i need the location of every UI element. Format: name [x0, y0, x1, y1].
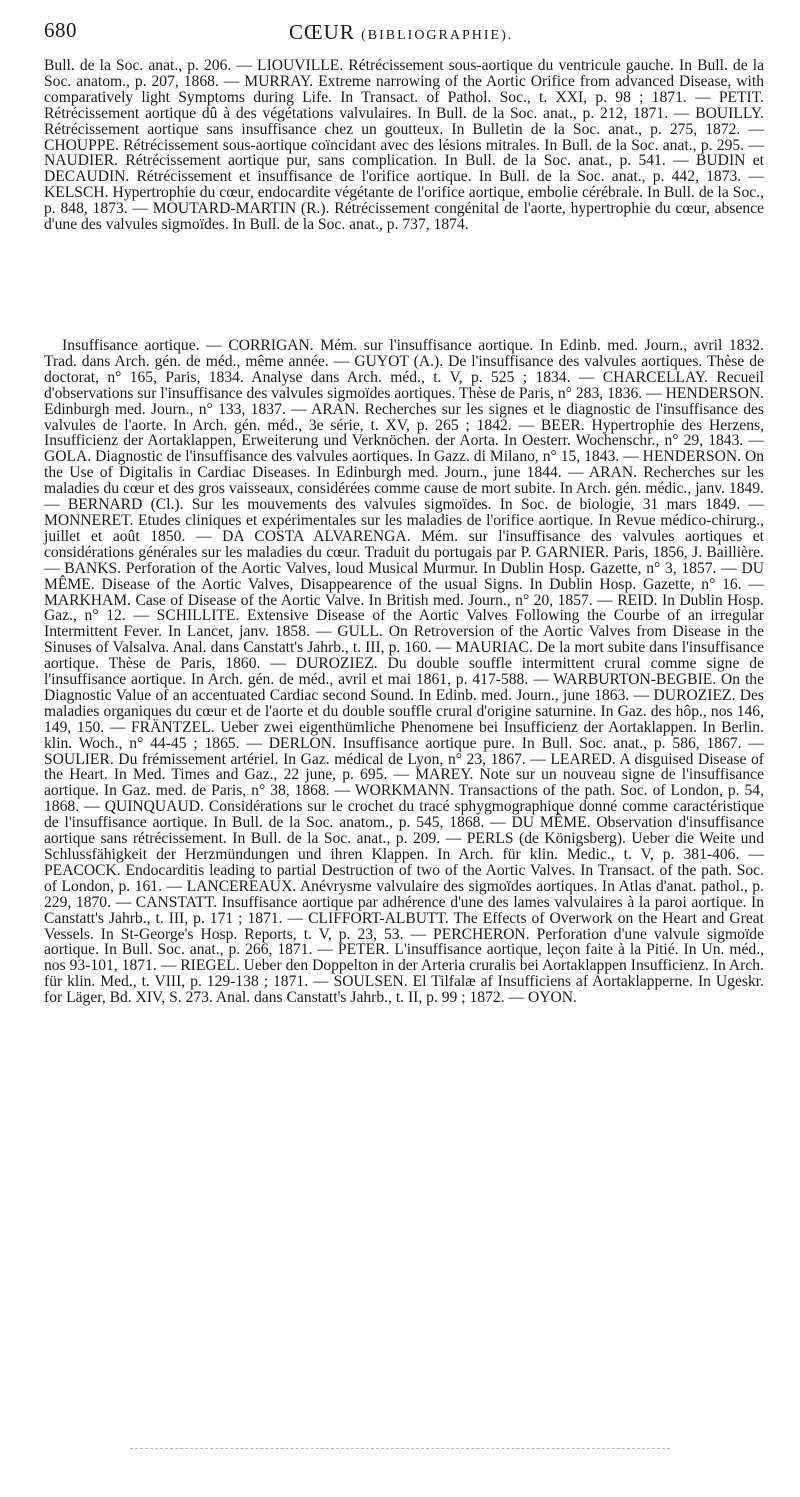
page-number: 680	[44, 18, 77, 42]
running-title-subtitle: (BIBLIOGRAPHIE).	[361, 28, 514, 43]
footer-rule	[130, 1448, 670, 1449]
bibliography-block-aortic-insufficiency	[44, 338, 764, 1006]
bibliography-block-stenosis	[44, 58, 764, 233]
bibliography-paragraph: Bull. de la Soc. anat., p. 206. — LIOUVILLE. Rétrécissement sous-aortique du ventricule gauche. In Bull. de la Soc. anatom., p. 207, 1868. — MURRAY. Extreme narrowing of the Aortic Orifice from advanced Disease, with comparatively light Symptoms during Life. In Transact. of Pathol. Soc., t. XXI, p. 98 ; 1871. — PETIT. Rétrécissement aortique dû à des végétations valvulaires. In Bull. de la Soc. anat., p. 212, 1871. — BOUILLY. Rétrécissement aortique sans insuffisance chez un goutteux. In Bulletin de la Soc. anat., p. 275, 1872. — CHOUPPE. Rétrécissement sous-aortique coïncidant avec des lésions mitrales. In Bull. de la Soc. anat., p. 295. — NAUDIER. Rétrécissement aortique pur, sans complication. In Bull. de la Soc. anat., p. 541. — BUDIN et DECAUDIN. Rétrécissement et insuffisance de l'orifice aortique. In Bull. de la Soc. anat., p. 442, 1873. — KELSCH. Hypertrophie du cœur, endocardite végétante de l'orifice aortique, embolie cérébrale. In Bull. de la Soc., p. 848, 1873. — MOUTARD-MARTIN (R.). Rétrécissement congénital de l'aorte, hypertrophie du cœur, absence d'une des valvules sigmoïdes. In Bull. de la Soc. anat., p. 737, 1874.	[44, 57, 764, 234]
running-title-main: CŒUR	[289, 20, 355, 44]
bibliography-paragraph: Insuffisance aortique. — CORRIGAN. Mém. sur l'insuffisance aortique. In Edinb. med. Journ., avril 1832. Trad. dans Arch. gén. de méd., même année. — GUYOT (A.). De l'insuffisance des valvules aortiques. Thèse de doctorat, n° 165, Paris, 1834. Analyse dans Arch. méd., t. V, p. 525 ; 1834. — CHARCELLAY. Recueil d'observations sur l'insuffisance des valvules sigmoïdes aortiques. Thèse de Paris, n° 283, 1836. — HENDERSON. Edinburgh med. Journ., n° 133, 1837. — ARAN. Recherches sur les signes et le diagnostic de l'insuffisance des valvules de l'aorte. In Arch. gén. méd., 3e série, t. XV, p. 265 ; 1842. — BEER. Hypertrophie des Herzens, Insufficienz der Aortaklappen, Erweiterung und Verknöchen. der Aorta. In Oesterr. Wochenschr., n° 29, 1843. — GOLA. Diagnostic de l'insuffisance des valvules aortiques. In Gazz. di Milano, n° 15, 1843. — HENDERSON. On the Use of Digitalis in Cardiac Diseases. In Edinburgh med. Journ., june 1844. — ARAN. Recherches sur les maladies du cœur et des gros vaisseaux, considérées comme cause de mort subite. In Arch. gén. médic., janv. 1849. — BERNARD (Cl.). Sur les mouvements des valvules sigmoïdes. In Soc. de biologie, 31 mars 1849. — MONNERET. Etudes cliniques et expérimentales sur les maladies de l'orifice aortique. In Revue médico-chirurg., juillet et août 1850. — DA COSTA ALVARENGA. Mém. sur l'insuffisance des valvules aortiques et considérations générales sur les maladies du cœur. Traduit du portugais par P. GARNIER. Paris, 1856, J. Baillière. — BANKS. Perforation of the Aortic Valves, loud Musical Murmur. In Dublin Hosp. Gazette, n° 3, 1857. — DU MÊME. Disease of the Aortic Valves, Disappearence of the usual Signs. In Dublin Hosp. Gazette, n° 16. — MARKHAM. Case of Disease of the Aortic Valve. In British med. Journ., n° 20, 1857. — REID. In Dublin Hosp. Gaz., n° 12. — SCHILLITE. Extensive Disease of the Aortic Valves Following the Courbe of an irregular Intermittent Fever. In Lancet, janv. 1858. — GULL. On Retroversion of the Aortic Valves from Disease in the Sinuses of Valsalva. Anal. dans Canstatt's Jahrb., t. III, p. 160. — MAURIAC. De la mort subite dans l'insuffisance aortique. Thèse de Paris, 1860. — DUROZIEZ. Du double souffle intermittent crural comme signe de l'insuffisance aortique. In Arch. gén. de méd., avril et mai 1861, p. 417-588. — WARBURTON-BEGBIE. On the Diagnostic Value of an accentuated Cardiac second Sound. In Edinb. med. Journ., june 1863. — DUROZIEZ. Des maladies organiques du cœur et de l'aorte et du double souffle crural d'origine saturnine. In Gaz. des hôp., nos 146, 149, 150. — FRÄNTZEL. Ueber zwei eigenthümliche Phenomene bei Insufficienz der Aortaklappen. In Berlin. klin. Woch., n° 44-45 ; 1865. — DERLON. Insuffisance aortique pure. In Bull. Soc. anat., p. 586, 1867. — SOULIER. Du frémissement artériel. In Gaz. médical de Lyon, n° 23, 1867. — LEARED. A disguised Disease of the Heart. In Med. Times and Gaz., 22 june, p. 695. — MAREY. Note sur un nouveau signe de l'insuffisance aortique. In Gaz. med. de Paris, n° 38, 1868. — WORKMANN. Transactions of the path. Soc. of London, p. 54, 1868. — QUINQUAUD. Considérations sur le crochet du tracé sphygmographique donné comme caractéristique de l'insuffisance aortique. In Bull. de la Soc. anatom., p. 545, 1868. — DU MÊME. Observation d'insuffisance aortique sans rétrécissement. In Bull. de la Soc. anat., p. 209. — PERLS (de Königsberg). Ueber die Weite und Schlussfähigkeit der Herzmündungen und ihren Klappen. In Arch. für klin. Medic., t. V, p. 381-406. — PEACOCK. Endocarditis leading to partial Destruction of two of the Aortic Valves. In Transact. of the path. Soc. of London, p. 161. — LANCEREAUX. Anévrysme valvulaire des sigmoïdes aortiques. In Atlas d'anat. pathol., p. 229, 1870. — CANSTATT. Insuffisance aortique par adhérence d'une des lames valvulaires à la paroi aortique. In Canstatt's Jahrb., t. III, p. 171 ; 1871. — CLIFFORT-ALBUTT. The Effects of Overwork on the Heart and Great Vessels. In St-George's Hosp. Reports, t. V, p. 23, 53. — PERCHERON. Perforation d'une valvule sigmoïde aortique. In Bull. Soc. anat., p. 266, 1871. — PETER. L'insuffisance aortique, leçon faite à la Pitié. In Un. méd., nos 93-101, 1871. — RIEGEL. Ueber den Doppelton in der Arteria cruralis bei Aortaklappen Insufficienz. In Arch. für klin. Med., t. VIII, p. 129-138 ; 1871. — SOULSEN. El Tilfalæ af Insufficiens af Aortaklapperne. In Ugeskr. for Läger, Bd. XIV, S. 273. Anal. dans Canstatt's Jahrb., t. II, p. 99 ; 1872. — OYON.	[44, 337, 764, 1007]
running-title	[289, 20, 513, 45]
page-header	[44, 18, 764, 52]
